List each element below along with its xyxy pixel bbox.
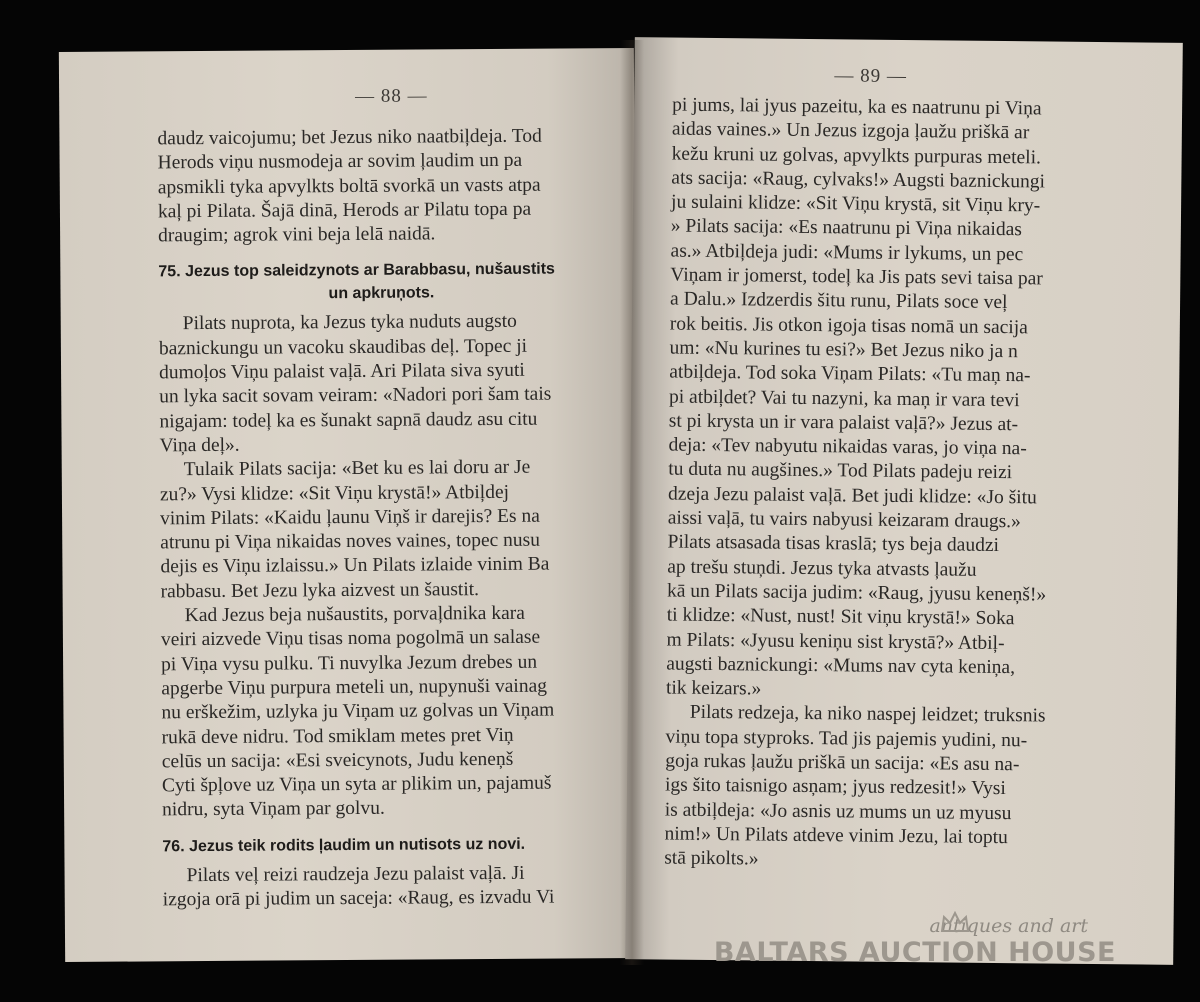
right-page-number: — 89 — xyxy=(834,65,908,88)
crown-icon xyxy=(940,911,970,933)
text-line: draugim; agrok vini beja lelā naidā. xyxy=(158,223,436,247)
section-75-paragraph-1 xyxy=(159,309,637,458)
text-line: Pilats veļ reizi raudzeja Jezu palaist vaļā. Ji xyxy=(186,862,525,886)
text-line: st pi krysta un ir vara palaist vaļā?» Jezus at- xyxy=(668,410,1019,436)
text-line: igs šito taisnigo asņam; jyus redzesit!» Vysi xyxy=(664,774,1006,800)
section-75-paragraph-3 xyxy=(161,601,640,823)
text-line: kā un Pilats sacija judim: «Raug, jyusu keneņš!» xyxy=(666,580,1047,606)
right-page-text xyxy=(664,94,1152,876)
text-line: » Pilats sacija: «Es naatrunu pi Viņa nikaidas xyxy=(670,216,1022,241)
text-line: apgerbe Viņu purpura meteli un, nupynuši vainag xyxy=(161,675,548,700)
text-line: zu?» Vysi klidze: «Sit Viņu krystā!» Atbiļdej xyxy=(159,481,510,505)
text-line: apsmikli tyka apvylkts boltā svorkā un vasts atpa xyxy=(157,174,541,198)
text-line: Kad Jezus beja nušaustits, porvaļdnika kara xyxy=(184,602,525,627)
text-line: nigajam: todeļ ka es šunakt sapnā daudz asu citu xyxy=(159,408,538,432)
text-line: izgoja orā pi judim un saceja: «Raug, es izvadu Vi xyxy=(162,886,555,911)
text-line: tu duta nu augšines.» Tod Pilats padeju reizi xyxy=(668,458,1013,484)
text-line: nu erškežim, uzlyka ju Viņam uz golvas un Viņam xyxy=(161,699,555,724)
text-line: kežu kruni uz golvas, apvylkts purpuras meteli. xyxy=(671,143,1042,169)
text-line: daudz vaicojumu; bet Jezus niko naatbiļdeja. Tod xyxy=(157,125,542,150)
text-line: Tulaik Pilats sacija: «Bet ku es lai doru ar Je xyxy=(183,457,531,481)
section-75-heading-line1: 75. Jezus top saleidzynots ar Barabbasu, nušaustits xyxy=(158,261,555,281)
text-line: Cyti špļove uz Viņa un syta ar plikim un, pajamuš xyxy=(161,772,552,797)
text-line: viņu topa styproks. Tad jis pajemis yudini, nu- xyxy=(665,726,1028,752)
text-line: Viņa deļ». xyxy=(159,434,240,457)
text-line: pi jums, lai jyus pazeitu, ka es naatrunu pi Viņa xyxy=(672,94,1042,120)
text-line: is atbiļdeja: «Jo asnis uz mums un uz myusu xyxy=(664,799,1012,824)
text-line: ats sacija: «Raug, cylvaks!» Augsti baznickungi xyxy=(671,167,1046,193)
text-line: m Pilats: «Jyusu keniņu sist krystā?» Atbiļ- xyxy=(666,629,1005,654)
text-line: vinim Pilats: «Kaidu ļaunu Viņš ir darejis? Es na xyxy=(160,505,540,530)
left-page xyxy=(59,48,640,962)
text-line: rukā deve nidru. Tod smiklam metes pret Viņ xyxy=(161,724,514,748)
text-line: rabbasu. Bet Jezu lyka aizvest un šaustit. xyxy=(160,578,480,603)
text-line: Viņam ir jomerst, todeļ ka Jis pats sevi taisa par xyxy=(670,264,1043,290)
text-line: stā pikolts.» xyxy=(664,847,759,870)
text-line: celūs un sacija: «Esi sveicynots, Judu keneņš xyxy=(161,748,514,773)
text-line: augsti baznickungi: «Mums nav cyta keniņa, xyxy=(666,653,1016,678)
text-line: pi Viņa vysu pulku. Ti nuvylka Jezum drebes un xyxy=(161,651,538,675)
section-75-heading-line2: un apkruņots. xyxy=(328,284,435,303)
text-line: atbiļdeja. Tod soka Viņam Pilats: «Tu maņ na- xyxy=(669,361,1031,387)
text-line: deja: «Tev nabyutu nikaidas varas, jo viņa na- xyxy=(668,434,1027,460)
text-line: Pilats atsasada tisas kraslā; tys beja daudzi xyxy=(667,531,1000,557)
text-line: dumoļos Viņu palaist vaļā. Ari Pilata siva syuti xyxy=(158,359,525,384)
text-line: veiri aizvede Viņu tisas noma pogolmā un salase xyxy=(160,627,541,651)
text-line: a Dalu.» Izdzerdis šitu runu, Pilats soce veļ xyxy=(669,288,1008,314)
watermark-tagline: antiques and art xyxy=(929,915,1088,937)
text-line: nidru, syta Viņam par golvu. xyxy=(162,798,385,821)
section-75-paragraph-2 xyxy=(160,455,638,604)
text-line: atrunu pi Viņa nikaidas noves vaines, topec nusu xyxy=(160,529,541,554)
text-line: goja rukas ļaužu priškā un sacija: «Es asu na- xyxy=(665,750,1020,776)
text-line: dejis es Viņu izlaissu.» Un Pilats izlaide vinim Ba xyxy=(160,554,550,578)
left-page-number: — 88 — xyxy=(355,85,428,107)
text-line: aissi vaļā, tu vairs nabyusi keizaram draugs.» xyxy=(667,507,1021,533)
left-intro-paragraph xyxy=(157,124,635,249)
section-76-paragraph xyxy=(163,861,640,913)
text-line: um: «Nu kurines tu esi?» Bet Jezus niko ja n xyxy=(669,337,1018,363)
text-line: rok beitis. Jis otkon igoja tisas nomā un sacija xyxy=(669,313,1028,338)
auction-house-watermark xyxy=(714,915,1116,968)
text-line: dzeja Jezu palaist vaļā. Bet judi klidze: «Jo šitu xyxy=(667,483,1037,509)
text-line: ju sulaini klidze: «Sit Viņu krystā, sit Viņu kry- xyxy=(671,191,1041,217)
section-76-heading: 76. Jezus teik rodits ļaudim un nutisots uz novi. xyxy=(162,835,526,856)
section-75-heading xyxy=(158,257,635,306)
text-line: Pilats nuprota, ka Jezus tyka nuduts augsto xyxy=(182,311,517,335)
right-page xyxy=(625,37,1183,965)
text-line: baznickungu un vacoku skaudibas deļ. Topec ji xyxy=(158,335,528,360)
text-line: Pilats redzeja, ka niko naspej leidzet; truksnis xyxy=(689,702,1046,727)
text-line: aidas vaines.» Un Jezus izgoja ļaužu priškā ar xyxy=(671,118,1030,144)
text-line: kaļ pi Pilata. Šajā dinā, Herods ar Pilatu topa pa xyxy=(157,198,532,223)
text-line: tik keizars.» xyxy=(665,677,762,700)
text-line: ti klidze: «Nust, nust! Sit viņu krystā!» Soka xyxy=(666,604,1015,630)
text-line: pi atbiļdet? Vai tu nazyni, ka maņ ir vara tevi xyxy=(668,386,1020,411)
text-line: nim!» Un Pilats atdeve vinim Jezu, lai toptu xyxy=(664,823,1008,849)
text-line: un lyka sacit sovam veiram: «Nadori pori šam tais xyxy=(159,383,552,408)
text-line: ap trešu stuņdi. Jezus tyka atvasts ļaužu xyxy=(667,556,977,581)
text-line: Herods viņu nusmodeja ar sovim ļaudim un pa xyxy=(157,150,523,174)
watermark-house-name: BALTARS AUCTION HOUSE xyxy=(713,937,1116,968)
text-line: as.» Atbiļdeja judi: «Mums ir lykums, un pec xyxy=(670,240,1024,266)
book-spine xyxy=(620,40,644,965)
